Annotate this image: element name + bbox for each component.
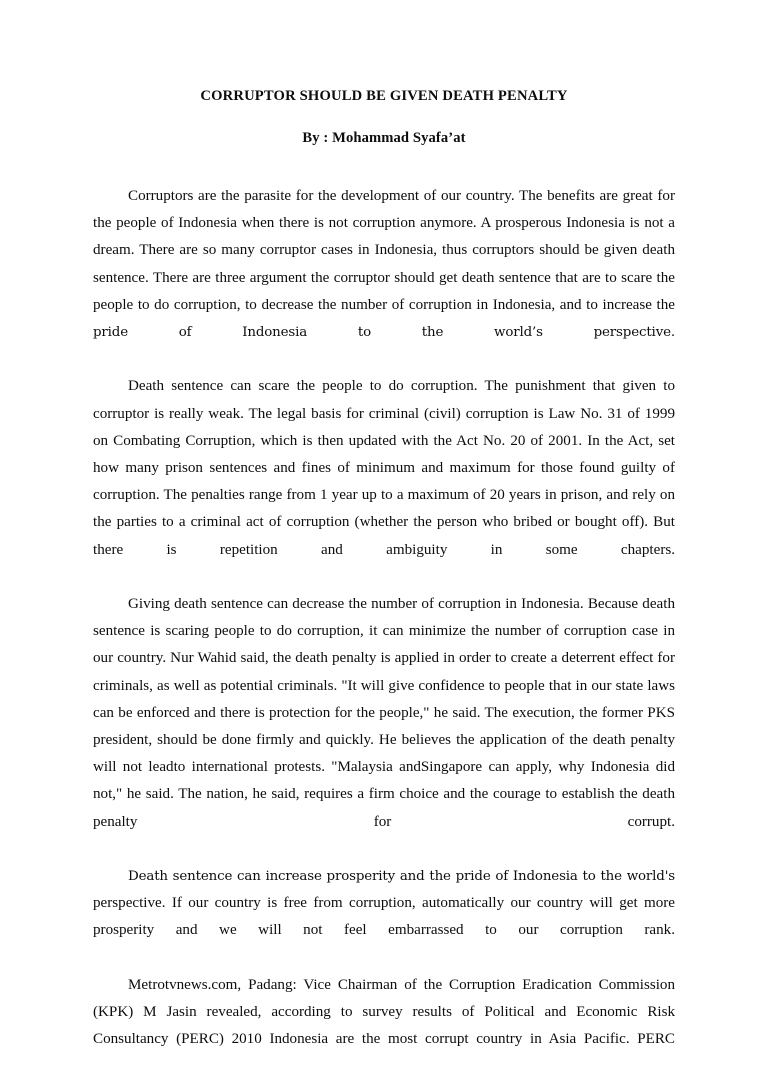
document-content <box>93 80 675 1081</box>
document-body <box>93 183 675 1081</box>
paragraph-4-text: perspective. If our country is free from corruption, automatically our country will get more prosperity and we will not feel embarrassed to our corruption rank. <box>93 895 675 939</box>
paragraph-2: Death sentence can scare the people to do corruption. The punishment that given to corruptor is really weak. The legal basis for criminal (civil) corruption is Law No. 31 of 1999 on Combating Corruption, which is then updated with the Act No. 20 of 2001. In the Act, set how many prison sentences and fines of minimum and maximum for those found guilty of corruption. The penalties range from 1 year up to a maximum of 20 years in prison, and rely on the parties to a criminal act of corruption (whether the person who bribed or bought off). But there is repetition and ambiguity in some chapters. <box>93 378 675 558</box>
paragraph-4-alt-text: Death sentence can increase prosperity and the pride of Indonesia to the world's <box>128 869 675 885</box>
paragraph-1-text: Corruptors are the parasite for the development of our country. The benefits are great for the people of Indonesia when there is not corruption anymore. A prosperous Indonesia is not a dream. There are so many corruptor cases in Indonesia, thus corruptors should be given death sentence. There are three argument the corruptor should get death sentence that are to scare the people to do corruption, to decrease the number of corruption in Indonesia, and to increase the <box>93 188 675 313</box>
document-author: By : Mohammad Syafa’at <box>302 130 466 146</box>
paragraph-4 <box>93 863 675 972</box>
paragraph-1 <box>93 183 675 373</box>
paragraph-1-alt-text: pride of Indonesia to the world’s perspective. <box>93 325 675 341</box>
paragraph-3: Giving death sentence can decrease the number of corruption in Indonesia. Because death sentence is scaring people to do corruption, it can minimize the number of corruption case in our country. Nur Wahid said, the death penalty is applied in order to create a deterrent effect for criminals, as well as potential criminals. "It will give confidence to people that in our state laws can be enforced and there is protection for the people," he said. The execution, the former PKS president, should be done firmly and quickly. He believes the application of the death penalty will not leadto international protests. "Malaysia andSingapore can apply, why Indonesia did not," he said. The nation, he said, requires a firm choice and the courage to establish the death penalty for corrupt. <box>93 596 675 830</box>
paragraph-5: Metrotvnews.com, Padang: Vice Chairman of the Corruption Eradication Commission (KPK) M Jasin revealed, according to survey results of Political and Economic Risk Consultancy (PERC) 2010 Indonesia are the most corrupt country in Asia Pacific. PERC <box>93 976 675 1048</box>
page-title: CORRUPTOR SHOULD BE GIVEN DEATH PENALTY <box>200 88 568 104</box>
